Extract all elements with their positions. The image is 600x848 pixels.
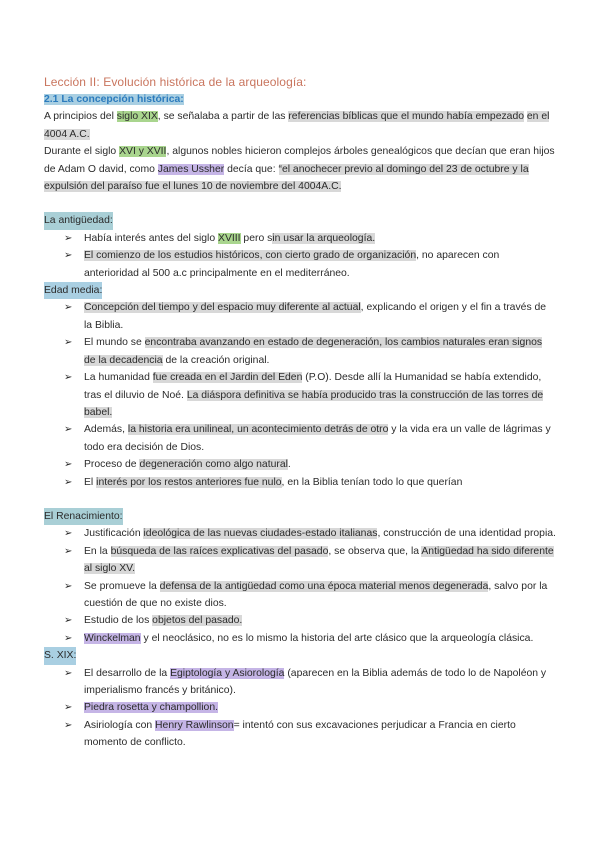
sections-container bbox=[44, 212, 556, 751]
highlighted-text: in usar la arqueología. bbox=[272, 232, 376, 244]
list-item bbox=[64, 247, 556, 282]
text-run: Había interés antes del siglo bbox=[84, 232, 219, 244]
highlighted-text: La diáspora definitiva se había producido tras la construcción de las torres de babel. bbox=[84, 389, 544, 418]
highlighted-text: XVIII bbox=[218, 232, 241, 244]
text-run: = intentó con sus excavaciones perjudicar a Francia en cierto momento de conflicto. bbox=[84, 719, 516, 749]
section-heading bbox=[44, 508, 556, 525]
text-run: , se señalaba a partir de las bbox=[157, 111, 289, 123]
arrow-bullet-icon: ➢ bbox=[64, 719, 73, 731]
text-run: y la vida era un valle de lágrimas y todo era decisión de Dios. bbox=[84, 424, 551, 453]
highlighted-text: Winckelman bbox=[84, 632, 141, 644]
text-run: y el neoclásico, no es lo mismo la historia del arte clásico que la arqueología clásica. bbox=[140, 632, 534, 644]
section-heading-text: El Renacimiento: bbox=[44, 508, 123, 525]
highlighted-text: Concepción del tiempo y del espacio muy diferente al actual bbox=[84, 302, 361, 314]
highlighted-text: Antigüedad ha sido diferente al siglo XV. bbox=[84, 545, 554, 575]
section-block bbox=[44, 212, 556, 282]
arrow-bullet-icon: ➢ bbox=[64, 702, 73, 714]
highlighted-text: siglo XIX bbox=[116, 111, 158, 123]
list-item bbox=[64, 334, 556, 369]
list-item bbox=[64, 230, 556, 247]
list-item bbox=[64, 578, 556, 613]
section-block bbox=[44, 508, 556, 647]
highlighted-text: Henry Rawlinson bbox=[155, 719, 234, 731]
list-item bbox=[64, 630, 556, 647]
bullet-list bbox=[44, 230, 556, 282]
arrow-bullet-icon: ➢ bbox=[64, 372, 73, 384]
text-run: de la creación original. bbox=[162, 354, 270, 366]
text-run: , algunos nobles hicieron complejos árboles genealógicos que decían que eran hijos de Adam O david, como bbox=[44, 146, 555, 175]
section-heading bbox=[44, 212, 556, 229]
highlighted-text: “el anochecer previo al domingo del 23 de octubre y la expulsión del paraíso fue el lunes 10 de noviembre del 4004A.C. bbox=[44, 163, 529, 193]
arrow-bullet-icon: ➢ bbox=[64, 459, 73, 471]
section-heading bbox=[44, 647, 556, 664]
subtitle-text: 2.1 La concepción histórica: bbox=[44, 94, 184, 105]
text-run: , construcción de una identidad propia. bbox=[377, 528, 556, 540]
arrow-bullet-icon: ➢ bbox=[64, 302, 73, 314]
section-heading-text: S. XIX: bbox=[44, 647, 76, 664]
highlighted-text: encontraba avanzando en estado de degeneración, los cambios naturales eran signos de la decadencia bbox=[84, 337, 543, 366]
highlighted-text: Egiptología y Asiorología bbox=[170, 667, 285, 679]
highlighted-text: objetos del pasado. bbox=[152, 615, 243, 627]
arrow-bullet-icon: ➢ bbox=[64, 250, 73, 262]
arrow-bullet-icon: ➢ bbox=[64, 580, 73, 592]
arrow-bullet-icon: ➢ bbox=[64, 232, 73, 244]
intro-paragraph-1 bbox=[44, 108, 556, 143]
section-heading bbox=[44, 282, 556, 299]
highlighted-text: interés por los restos anteriores fue nulo bbox=[96, 476, 282, 488]
text-run: (P.O). Desde allí la Humanidad se había extendido, tras el diluvio de Noé. bbox=[84, 372, 542, 401]
text-run: , no aparecen con anterioridad al 500 a.c principalmente en el mediterráneo. bbox=[84, 250, 500, 279]
text-run: Además, bbox=[84, 424, 128, 436]
section-subtitle bbox=[44, 91, 556, 108]
text-run: , salvo por la cuestión de que no existe dios. bbox=[84, 580, 548, 609]
arrow-bullet-icon: ➢ bbox=[64, 615, 73, 627]
text-run: . bbox=[287, 459, 291, 471]
text-run: decía que: bbox=[224, 163, 279, 175]
highlighted-text: fue creada en el Jardin del Eden bbox=[152, 372, 303, 384]
highlighted-text: James Ussher bbox=[157, 163, 225, 175]
text-run: Asiriología con bbox=[84, 719, 156, 731]
list-item bbox=[64, 299, 556, 334]
arrow-bullet-icon: ➢ bbox=[64, 424, 73, 436]
list-item bbox=[64, 717, 556, 752]
list-item bbox=[64, 525, 556, 542]
list-item bbox=[64, 456, 556, 473]
section-heading-text: La antigüedad: bbox=[44, 212, 113, 229]
arrow-bullet-icon: ➢ bbox=[64, 545, 73, 557]
text-run: pero s bbox=[240, 232, 273, 244]
highlighted-text: búsqueda de las raíces explicativas del pasado bbox=[110, 545, 329, 557]
intro-paragraph-2 bbox=[44, 143, 556, 195]
highlighted-text: degeneración como algo natural bbox=[139, 459, 288, 471]
text-run: El mundo se bbox=[84, 337, 145, 349]
text-run: El desarrollo de la bbox=[84, 667, 171, 679]
list-item bbox=[64, 369, 556, 421]
section-heading-text: Edad media: bbox=[44, 282, 102, 299]
highlighted-text: referencias bíblicas que el mundo había empezado bbox=[288, 111, 525, 123]
text-run: En la bbox=[84, 545, 111, 557]
text-run: La humanidad bbox=[84, 372, 153, 384]
arrow-bullet-icon: ➢ bbox=[64, 528, 73, 540]
section-block bbox=[44, 282, 556, 491]
arrow-bullet-icon: ➢ bbox=[64, 476, 73, 488]
list-item bbox=[64, 421, 556, 456]
text-run: (aparecen en la Biblia además de todo lo de Napoléon y imperialismo francés y británico). bbox=[84, 667, 547, 696]
section-block bbox=[44, 647, 556, 751]
text-run: Estudio de los bbox=[84, 615, 153, 627]
highlighted-text: defensa de la antigüedad como una época material menos degenerada bbox=[159, 580, 489, 592]
list-item bbox=[64, 612, 556, 629]
text-run: , explicando el origen y el fin a través de la Biblia. bbox=[84, 302, 547, 331]
text-run: Proceso de bbox=[84, 459, 140, 471]
highlighted-text: en el 4004 A.C. bbox=[44, 111, 550, 140]
text-run: Justificación bbox=[84, 528, 144, 540]
highlighted-text: Piedra rosetta y champollion. bbox=[84, 702, 218, 714]
text-run: Durante el siglo bbox=[44, 146, 120, 158]
bullet-list bbox=[44, 525, 556, 647]
highlighted-text: ideológica de las nuevas ciudades-estado italianas bbox=[143, 528, 378, 540]
text-run: A principios del bbox=[44, 111, 117, 123]
bullet-list bbox=[44, 299, 556, 490]
highlighted-text: El comienzo de los estudios históricos, con cierto grado de organización bbox=[84, 250, 417, 262]
highlighted-text: XVI y XVII bbox=[119, 146, 167, 158]
bullet-list bbox=[44, 665, 556, 752]
arrow-bullet-icon: ➢ bbox=[64, 667, 73, 679]
list-item bbox=[64, 699, 556, 716]
arrow-bullet-icon: ➢ bbox=[64, 632, 73, 644]
list-item bbox=[64, 543, 556, 578]
text-run: El bbox=[84, 476, 97, 488]
highlighted-text: la historia era unilineal, un acontecimiento detrás de otro bbox=[127, 424, 389, 436]
text-run: , se observa que, la bbox=[328, 545, 422, 557]
text-run: Se promueve la bbox=[84, 580, 160, 592]
text-run: , en la Biblia tenían todo lo que querían bbox=[281, 476, 463, 488]
list-item bbox=[64, 474, 556, 491]
arrow-bullet-icon: ➢ bbox=[64, 337, 73, 349]
list-item bbox=[64, 665, 556, 700]
lesson-title: Lección II: Evolución histórica de la arqueología: bbox=[44, 75, 307, 89]
